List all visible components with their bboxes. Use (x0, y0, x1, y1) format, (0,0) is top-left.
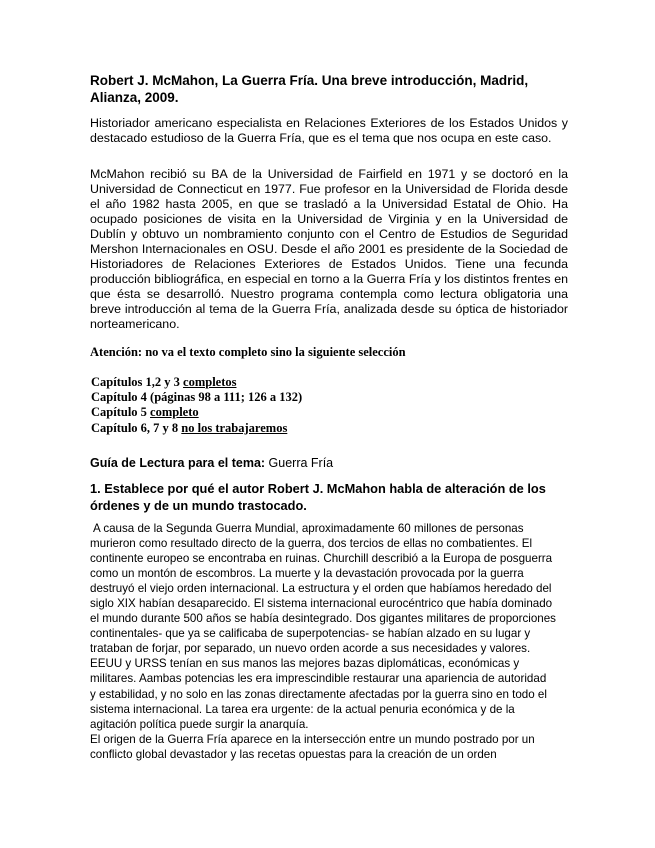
document-title: Robert J. McMahon, La Guerra Fría. Una breve introducción, Madrid, Alianza, 2009. (90, 73, 529, 105)
attention-note: Atención: no va el texto completo sino la siguiente selección (90, 345, 406, 359)
author-intro-paragraph: Historiador americano especialista en Relaciones Exteriores de los Estados Unidos y destacado estudioso de la Guerra Fría, que es el tema que nos ocupa en este caso. (90, 116, 568, 145)
answer-line: trataban de forjar, por separado, un nuevo orden acorde a sus necesidades y valores. (90, 642, 531, 656)
answer-line: el mundo durante 500 años se había desintegrado. Dos gigantes militares de proporciones (90, 612, 556, 626)
guide-topic: Guerra Fría (265, 456, 334, 470)
answer-line: siglo XIX habían desaparecido. El sistema internacional eurocéntrico que había dominado (90, 597, 553, 611)
answer-line: A causa de la Segunda Guerra Mundial, aproximadamente 60 millones de personas (93, 522, 524, 535)
answer-line: agitación política puede surgir la anarquía. (90, 717, 309, 731)
answer-line: murieron como resultado directo de la guerra, dos tercios de ellas no combatientes. El (90, 537, 533, 551)
answer-line: EEUU y URSS tenían en sus manos las mejores bazas diplomáticas, económicas y (90, 657, 520, 671)
answer-text (90, 521, 568, 762)
answer-line: como un montón de escombros. La muerte y la devastación provocada por la guerra (90, 567, 524, 581)
chapter-item: Capítulos 1,2 y 3 completos (91, 375, 237, 389)
answer-line: continente europeo se encontraba en ruinas. Churchill describió a la Europa de posguerra (90, 552, 553, 566)
answer-line: conflicto global devastador y las recetas opuestas para la creación de un orden (90, 747, 497, 761)
guide-label: Guía de Lectura para el tema: (90, 456, 266, 470)
answer-line: militares. Aambas potencias les era imprescindible restaurar una apariencia de autoridad (90, 672, 547, 686)
author-bio-paragraph: McMahon recibió su BA de la Universidad de Fairfield en 1971 y se doctoró en la Universidad de Connecticut en 1977. Fue profesor en la Universidad de Florida desde el año 1982 hasta 2005, en que se trasladó a la Universidad Estatal de Ohio. Ha ocupado posiciones de visita en la Universidad de Virginia y en la Universidad de Dublín y obtuvo un nombramiento conjunto con el Centro de Estudios de Seguridad Mershon Internacionales en OSU. Desde el año 2001 es presidente de la Sociedad de Historiadores de Relaciones Exteriores de Estados Unidos. Tiene una fecunda producción bibliográfica, en especial en torno a la Guerra Fría y los distintos frentes en que ésta se desarrolló. Nuestro programa contempla como lectura obligatoria una breve introducción al tema de la Guerra Fría, analizada desde su óptica de historiador norteamericano. (90, 167, 568, 331)
reading-guide-heading (90, 456, 568, 470)
chapter-item: Capítulo 4 (páginas 98 a 111; 126 a 132) (91, 390, 303, 405)
answer-line: destruyó el viejo orden internacional. La estructura y el orden que habíamos heredado del (90, 582, 552, 596)
answer-line: y estabilidad, y no solo en las zonas directamente afectadas por la guerra sino en todo el (90, 687, 547, 701)
answer-line: El origen de la Guerra Fría aparece en la intersección entre un mundo postrado por un (90, 732, 535, 746)
chapter-item: Capítulo 6, 7 y 8 no los trabajaremos (91, 420, 288, 435)
chapter-selection-list (91, 375, 569, 436)
answer-line: continentales- que ya se calificaba de superpotencias- se habían alzado en su lugar y (90, 627, 531, 641)
answer-line: sistema internacional. La tarea era urgente: de la actual penuria económica y de la (90, 702, 515, 716)
chapter-item: Capítulo 5 completo (91, 405, 199, 420)
question-heading: 1. Establece por qué el autor Robert J. McMahon habla de alteración de los órdenes y de un mundo trastocado. (90, 481, 546, 513)
